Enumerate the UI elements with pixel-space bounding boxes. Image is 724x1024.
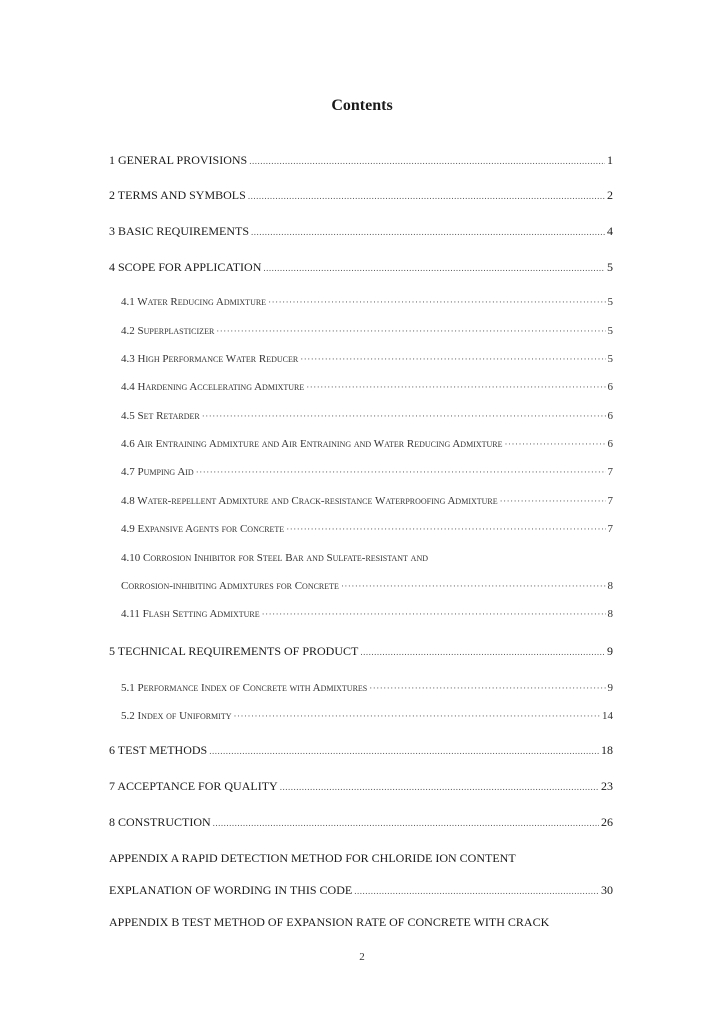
toc-entry-label: 8 CONSTRUCTION [109,815,211,829]
toc-entry-label: 4.1 Water Reducing Admixture [121,296,267,308]
toc-entry-page: 8 [607,608,613,620]
toc-entry-4-10-line-2[interactable] [121,581,613,592]
toc-entry-label: 5.1 Performance Index of Concrete with Admixtures [121,682,368,694]
toc-entry-label: 4.8 Water-repellent Admixture and Crack-resistance Waterproofing Admixture [121,495,498,507]
toc-entry-general-provisions[interactable] [109,154,613,166]
toc-entry-page: 5 [607,260,613,274]
dot-leader [354,887,599,896]
dot-leader [500,497,606,506]
toc-entry-label: 4.9 Expansive Agents for Concrete [121,523,285,535]
toc-entry-4-2[interactable] [121,326,613,337]
toc-entry-page: 6 [607,438,613,450]
toc-entry-page: 4 [607,224,613,238]
page-title: Contents [331,97,393,114]
dot-leader [234,712,601,721]
toc-entry-scope-for-application[interactable] [109,261,613,273]
toc-entry-page: 14 [602,710,613,722]
toc-entry-label: 5 TECHNICAL REQUIREMENTS OF PRODUCT [109,644,359,658]
toc-entry-page: 18 [601,743,613,757]
toc-entry-4-8[interactable] [121,496,613,507]
toc-entry-label: EXPLANATION OF WORDING IN THIS CODE [109,883,353,897]
toc-entry-page: 2 [607,188,613,202]
dot-leader [248,192,605,201]
toc-entry-page: 30 [601,883,613,897]
toc-entry-basic-requirements[interactable] [109,225,613,237]
dot-leader [196,468,606,477]
toc-entry-label: 4 SCOPE FOR APPLICATION [109,260,262,274]
toc-entry-page: 23 [601,779,613,793]
dot-leader [286,525,605,534]
toc-entry-page: 7 [607,466,613,478]
toc-entry-page: 6 [607,410,613,422]
toc-entry-4-5[interactable] [121,411,613,422]
dot-leader [505,440,606,449]
toc-entry-5-2[interactable] [121,711,613,722]
toc-entry-label: 6 TEST METHODS [109,743,208,757]
toc-entry-label: 2 TERMS AND SYMBOLS [109,188,246,202]
dot-leader [249,157,605,166]
toc-entry-label: 4.4 Hardening Accelerating Admixture [121,381,305,393]
dot-leader [262,610,606,619]
toc-entry-page: 5 [607,325,613,337]
toc-entry-page: 1 [607,153,613,167]
toc-entry-appendix-a[interactable] [109,852,613,864]
dot-leader [213,819,599,828]
toc-entry-4-10-line-1[interactable] [121,553,613,564]
dot-leader [251,228,605,237]
toc-entry-label: 4.7 Pumping Aid [121,466,194,478]
dot-leader [369,684,605,693]
toc-entry-4-11[interactable] [121,609,613,620]
toc-entry-acceptance-for-quality[interactable] [109,780,613,792]
dot-leader [209,747,599,756]
toc-entry-4-7[interactable] [121,467,613,478]
toc-entry-page: 8 [607,580,613,592]
toc-entry-label: 3 BASIC REQUIREMENTS [109,224,250,238]
toc-entry-page: 6 [607,381,613,393]
toc-entry-label: 4.5 Set Retarder [121,410,200,422]
dot-leader [202,412,606,421]
dot-leader [216,327,605,336]
toc-entry-label: Corrosion-inhibiting Admixtures for Concrete [121,580,339,592]
toc-entry-page: 5 [607,353,613,365]
toc-entry-label: 7 ACCEPTANCE FOR QUALITY [109,779,278,793]
toc-entry-test-methods[interactable] [109,744,613,756]
toc-entry-label: 4.10 Corrosion Inhibitor for Steel Bar and Sulfate-resistant and [121,552,428,564]
page-number: 2 [359,951,365,963]
toc-entry-page: 7 [607,523,613,535]
dot-leader [360,648,605,657]
toc-entry-4-9[interactable] [121,524,613,535]
toc-entry-appendix-b[interactable] [109,916,613,928]
dot-leader [341,582,606,591]
dot-leader [268,298,605,307]
toc-entry-terms-and-symbols[interactable] [109,189,613,201]
toc-entry-4-1[interactable] [121,297,613,308]
dot-leader [263,264,605,273]
toc-entry-page: 5 [607,296,613,308]
toc-entry-label: 4.3 High Performance Water Reducer [121,353,299,365]
toc-entry-construction[interactable] [109,816,613,828]
toc-entry-label: APPENDIX A RAPID DETECTION METHOD FOR CHLORIDE ION CONTENT [109,851,516,865]
toc-entry-label: 1 GENERAL PROVISIONS [109,153,248,167]
toc-entry-label: 4.2 Superplasticizer [121,325,215,337]
toc-entry-page: 9 [607,644,613,658]
toc-entry-label: 4.6 Air Entraining Admixture and Air Entraining and Water Reducing Admixture [121,438,503,450]
dot-leader [280,783,599,792]
toc-entry-label: APPENDIX B TEST METHOD OF EXPANSION RATE OF CONCRETE WITH CRACK [109,915,550,929]
toc-entry-page: 7 [607,495,613,507]
toc-entry-4-4[interactable] [121,382,613,393]
dot-leader [306,383,605,392]
toc-entry-5-1[interactable] [121,683,613,694]
dot-leader [300,355,605,364]
toc-entry-4-3[interactable] [121,354,613,365]
toc-entry-4-6[interactable] [121,439,613,450]
toc-entry-label: 5.2 Index of Uniformity [121,710,232,722]
toc-entry-page: 9 [607,682,613,694]
toc-entry-page: 26 [601,815,613,829]
toc-entry-technical-requirements[interactable] [109,645,613,657]
toc-entry-label: 4.11 Flash Setting Admixture [121,608,260,620]
toc-entry-explanation-of-wording[interactable] [109,884,613,896]
